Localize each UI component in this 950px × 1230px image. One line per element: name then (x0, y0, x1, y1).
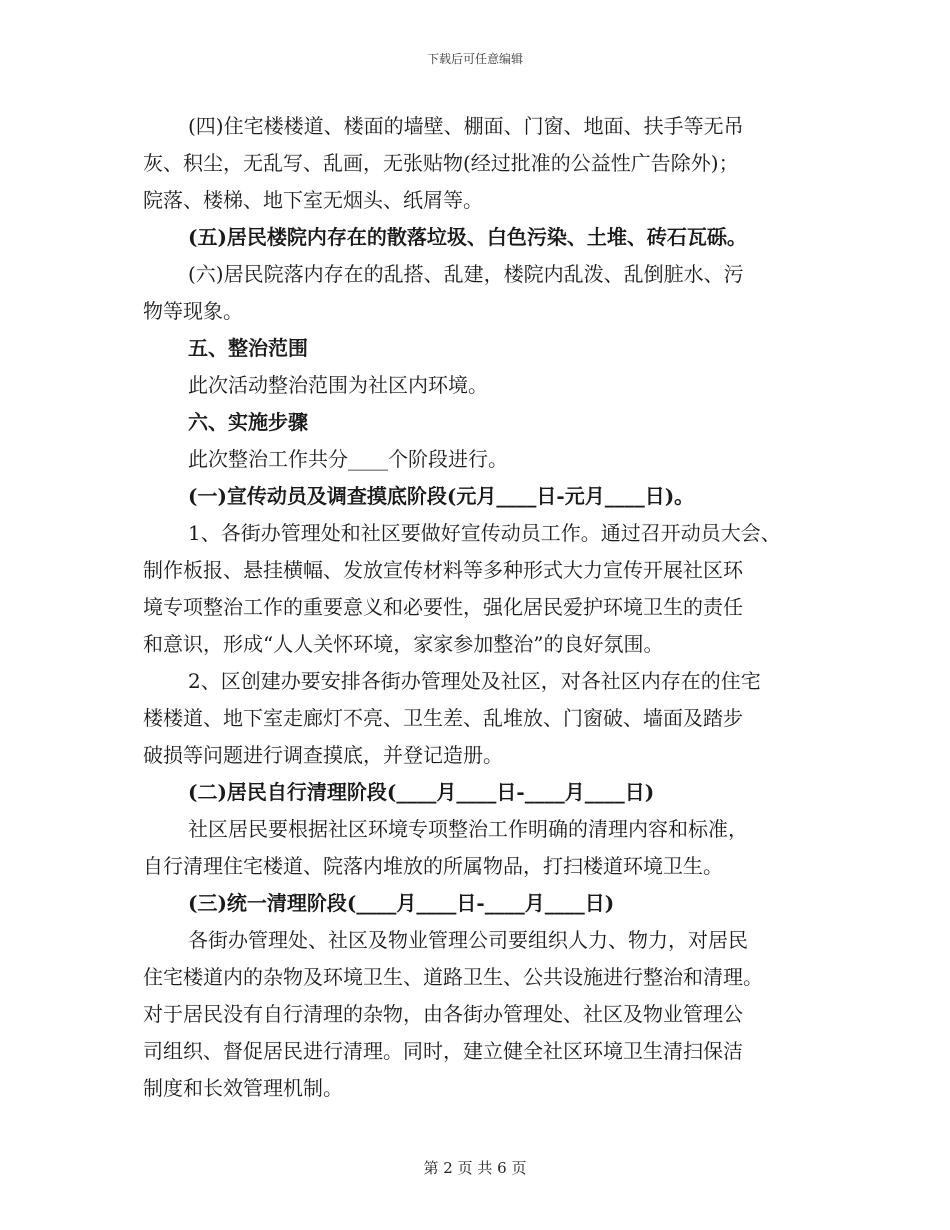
heading-text: 五、整治范围 (188, 336, 308, 360)
text-line: 灰、积尘，无乱写、乱画，无张贴物(经过批准的公益性广告除外)； (143, 151, 739, 175)
heading-text: 六、实施步骤 (188, 410, 308, 434)
page-number: 第 2 页 共 6 页 (423, 1159, 527, 1177)
paragraph-survey (143, 663, 833, 774)
paragraph-self-cleaning (143, 811, 833, 885)
text-line: 物等现象。 (143, 299, 243, 323)
paragraph-building-cleanliness (143, 108, 833, 219)
text-line: 制度和长效管理机制。 (143, 1076, 343, 1100)
section-heading-scope (143, 330, 833, 367)
paragraph-garbage (143, 219, 833, 256)
text-line: 楼楼道、地下室走廊灯不亮、卫生差、乱堆放、门窗破、墙面及踏步 (143, 706, 743, 730)
paragraph-publicity (143, 515, 833, 663)
text-line: 和意识，形成“人人关怀环境，家家参加整治”的良好氛围。 (143, 632, 664, 656)
text-line: 此次活动整治范围为社区内环境。 (188, 373, 488, 397)
heading-text: (一)宣传动员及调查摸底阶段(元月____日-元月____日)。 (188, 484, 695, 508)
paragraph-stages (143, 441, 833, 478)
text-line: 住宅楼道内的杂物及环境卫生、道路卫生、公共设施进行整治和清理。 (143, 965, 763, 989)
page-header: 下载后可任意编辑 (426, 52, 523, 66)
stage-heading-2 (143, 774, 833, 811)
stage-heading-1 (143, 478, 833, 515)
paragraph-unified-cleaning (143, 922, 833, 1107)
text-line: 对于居民没有自行清理的杂物，由各街办管理处、社区及物业管理公 (143, 1002, 743, 1026)
stage-heading-3 (143, 885, 833, 922)
heading-text: (三)统一清理阶段(____月____日-____月____日) (188, 891, 615, 915)
text-line: 1、各街办管理处和社区要做好宣传动员工作。通过召开动员大会、 (188, 521, 781, 545)
text-line: 司组织、督促居民进行清理。同时，建立健全社区环境卫生清扫保洁 (143, 1039, 743, 1063)
section-heading-steps (143, 404, 833, 441)
heading-text: (二)居民自行清理阶段(____月____日-____月____日) (188, 780, 655, 804)
text-line: 制作板报、悬挂横幅、发放宣传材料等多种形式大力宣传开展社区环 (143, 558, 743, 582)
text-line: (五)居民楼院内存在的散落垃圾、白色污染、土堆、砖石瓦砾。 (188, 225, 747, 249)
text-line: (六)居民院落内存在的乱搭、乱建，楼院内乱泼、乱倒脏水、污 (188, 262, 744, 286)
text-line: 破损等问题进行调查摸底，并登记造册。 (143, 743, 503, 767)
text-line: 2、区创建办要安排各街办管理处及社区，对各社区内存在的住宅 (188, 669, 761, 693)
text-line: 各街办管理处、社区及物业管理公司要组织人力、物力，对居民 (188, 928, 748, 952)
paragraph-scope (143, 367, 833, 404)
document-body (143, 108, 833, 1107)
text-line: 境专项整治工作的重要意义和必要性，强化居民爱护环境卫生的责任 (143, 595, 743, 619)
text-line: 自行清理住宅楼道、院落内堆放的所属物品，打扫楼道环境卫生。 (143, 854, 723, 878)
paragraph-illegal-construction (143, 256, 833, 330)
text-line: 社区居民要根据社区环境专项整治工作明确的清理内容和标准， (188, 817, 748, 841)
text-line: 院落、楼梯、地下室无烟头、纸屑等。 (143, 188, 483, 212)
text-line: 此次整治工作共分____个阶段进行。 (188, 447, 508, 471)
text-line: (四)住宅楼楼道、楼面的墙壁、棚面、门窗、地面、扶手等无吊 (188, 114, 744, 138)
